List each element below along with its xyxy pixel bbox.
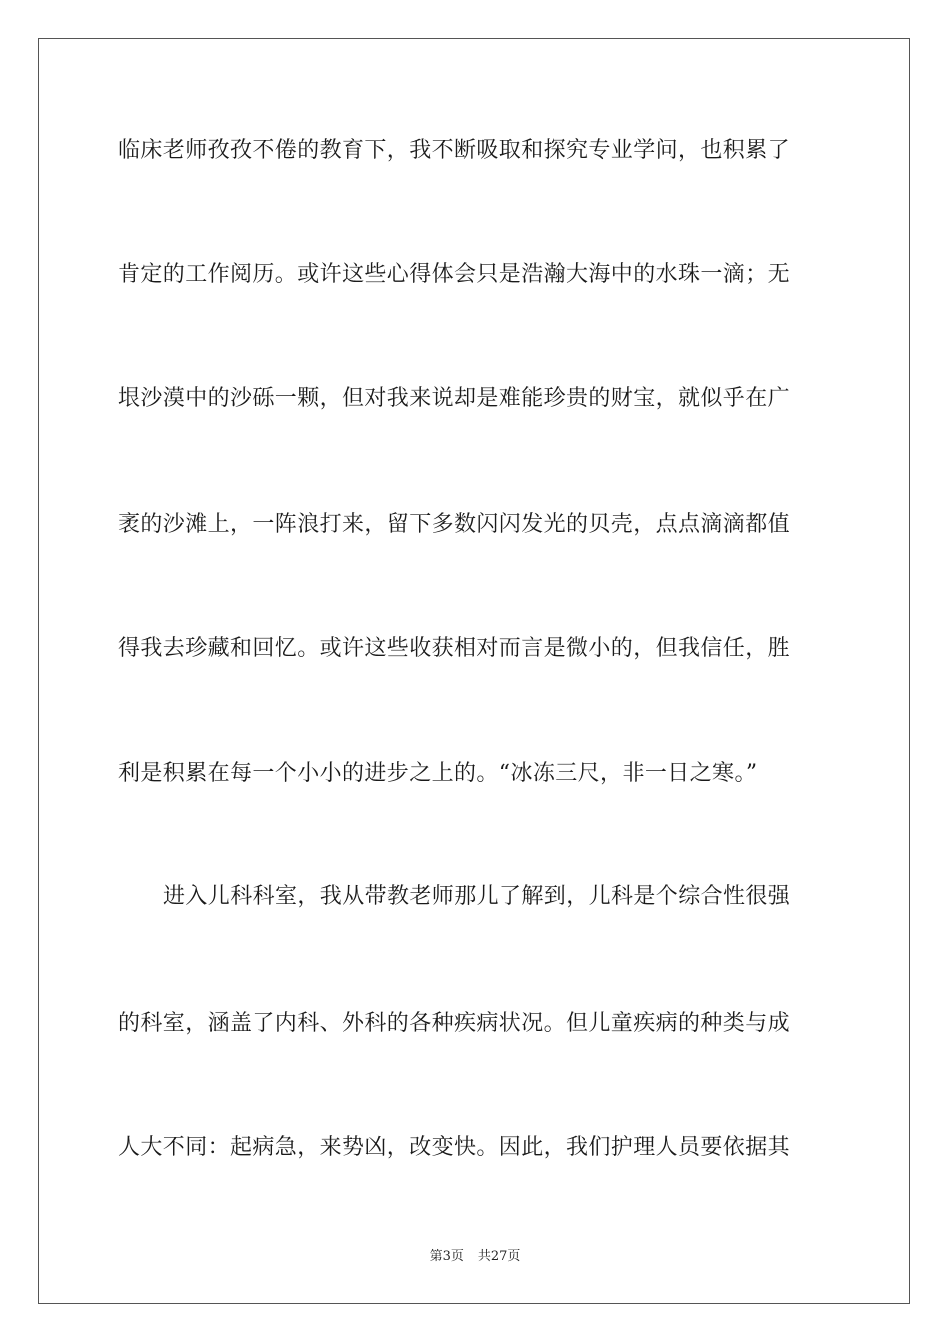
body-text-line-indented: 进入儿科科室，我从带教老师那儿了解到，儿科是个综合性很强 bbox=[163, 884, 791, 909]
total-pages: 共27页 bbox=[477, 1249, 521, 1264]
body-text-line: 肯定的工作阅历。或许这些心得体会只是浩瀚大海中的水珠一滴；无 bbox=[118, 262, 791, 287]
body-text-line: 的科室，涵盖了内科、外科的各种疾病状况。但儿童疾病的种类与成 bbox=[118, 1011, 791, 1036]
page-footer bbox=[0, 1249, 950, 1265]
body-text-line: 利是积累在每一个小小的进步之上的。“冰冻三尺，非一日之寒。” bbox=[118, 761, 758, 786]
body-text-line: 得我去珍藏和回忆。或许这些收获相对而言是微小的，但我信任，胜 bbox=[118, 636, 791, 661]
page-number: 第3页 bbox=[429, 1249, 464, 1264]
body-text-line: 临床老师孜孜不倦的教育下，我不断吸取和探究专业学问，也积累了 bbox=[118, 138, 791, 163]
body-text-line: 袤的沙滩上，一阵浪打来，留下多数闪闪发光的贝壳，点点滴滴都值 bbox=[118, 512, 791, 537]
page-border bbox=[38, 38, 910, 1304]
body-text-line: 垠沙漠中的沙砾一颗，但对我来说却是难能珍贵的财宝，就似乎在广 bbox=[118, 386, 791, 411]
body-text-line: 人大不同：起病急，来势凶，改变快。因此，我们护理人员要依据其 bbox=[118, 1135, 791, 1160]
